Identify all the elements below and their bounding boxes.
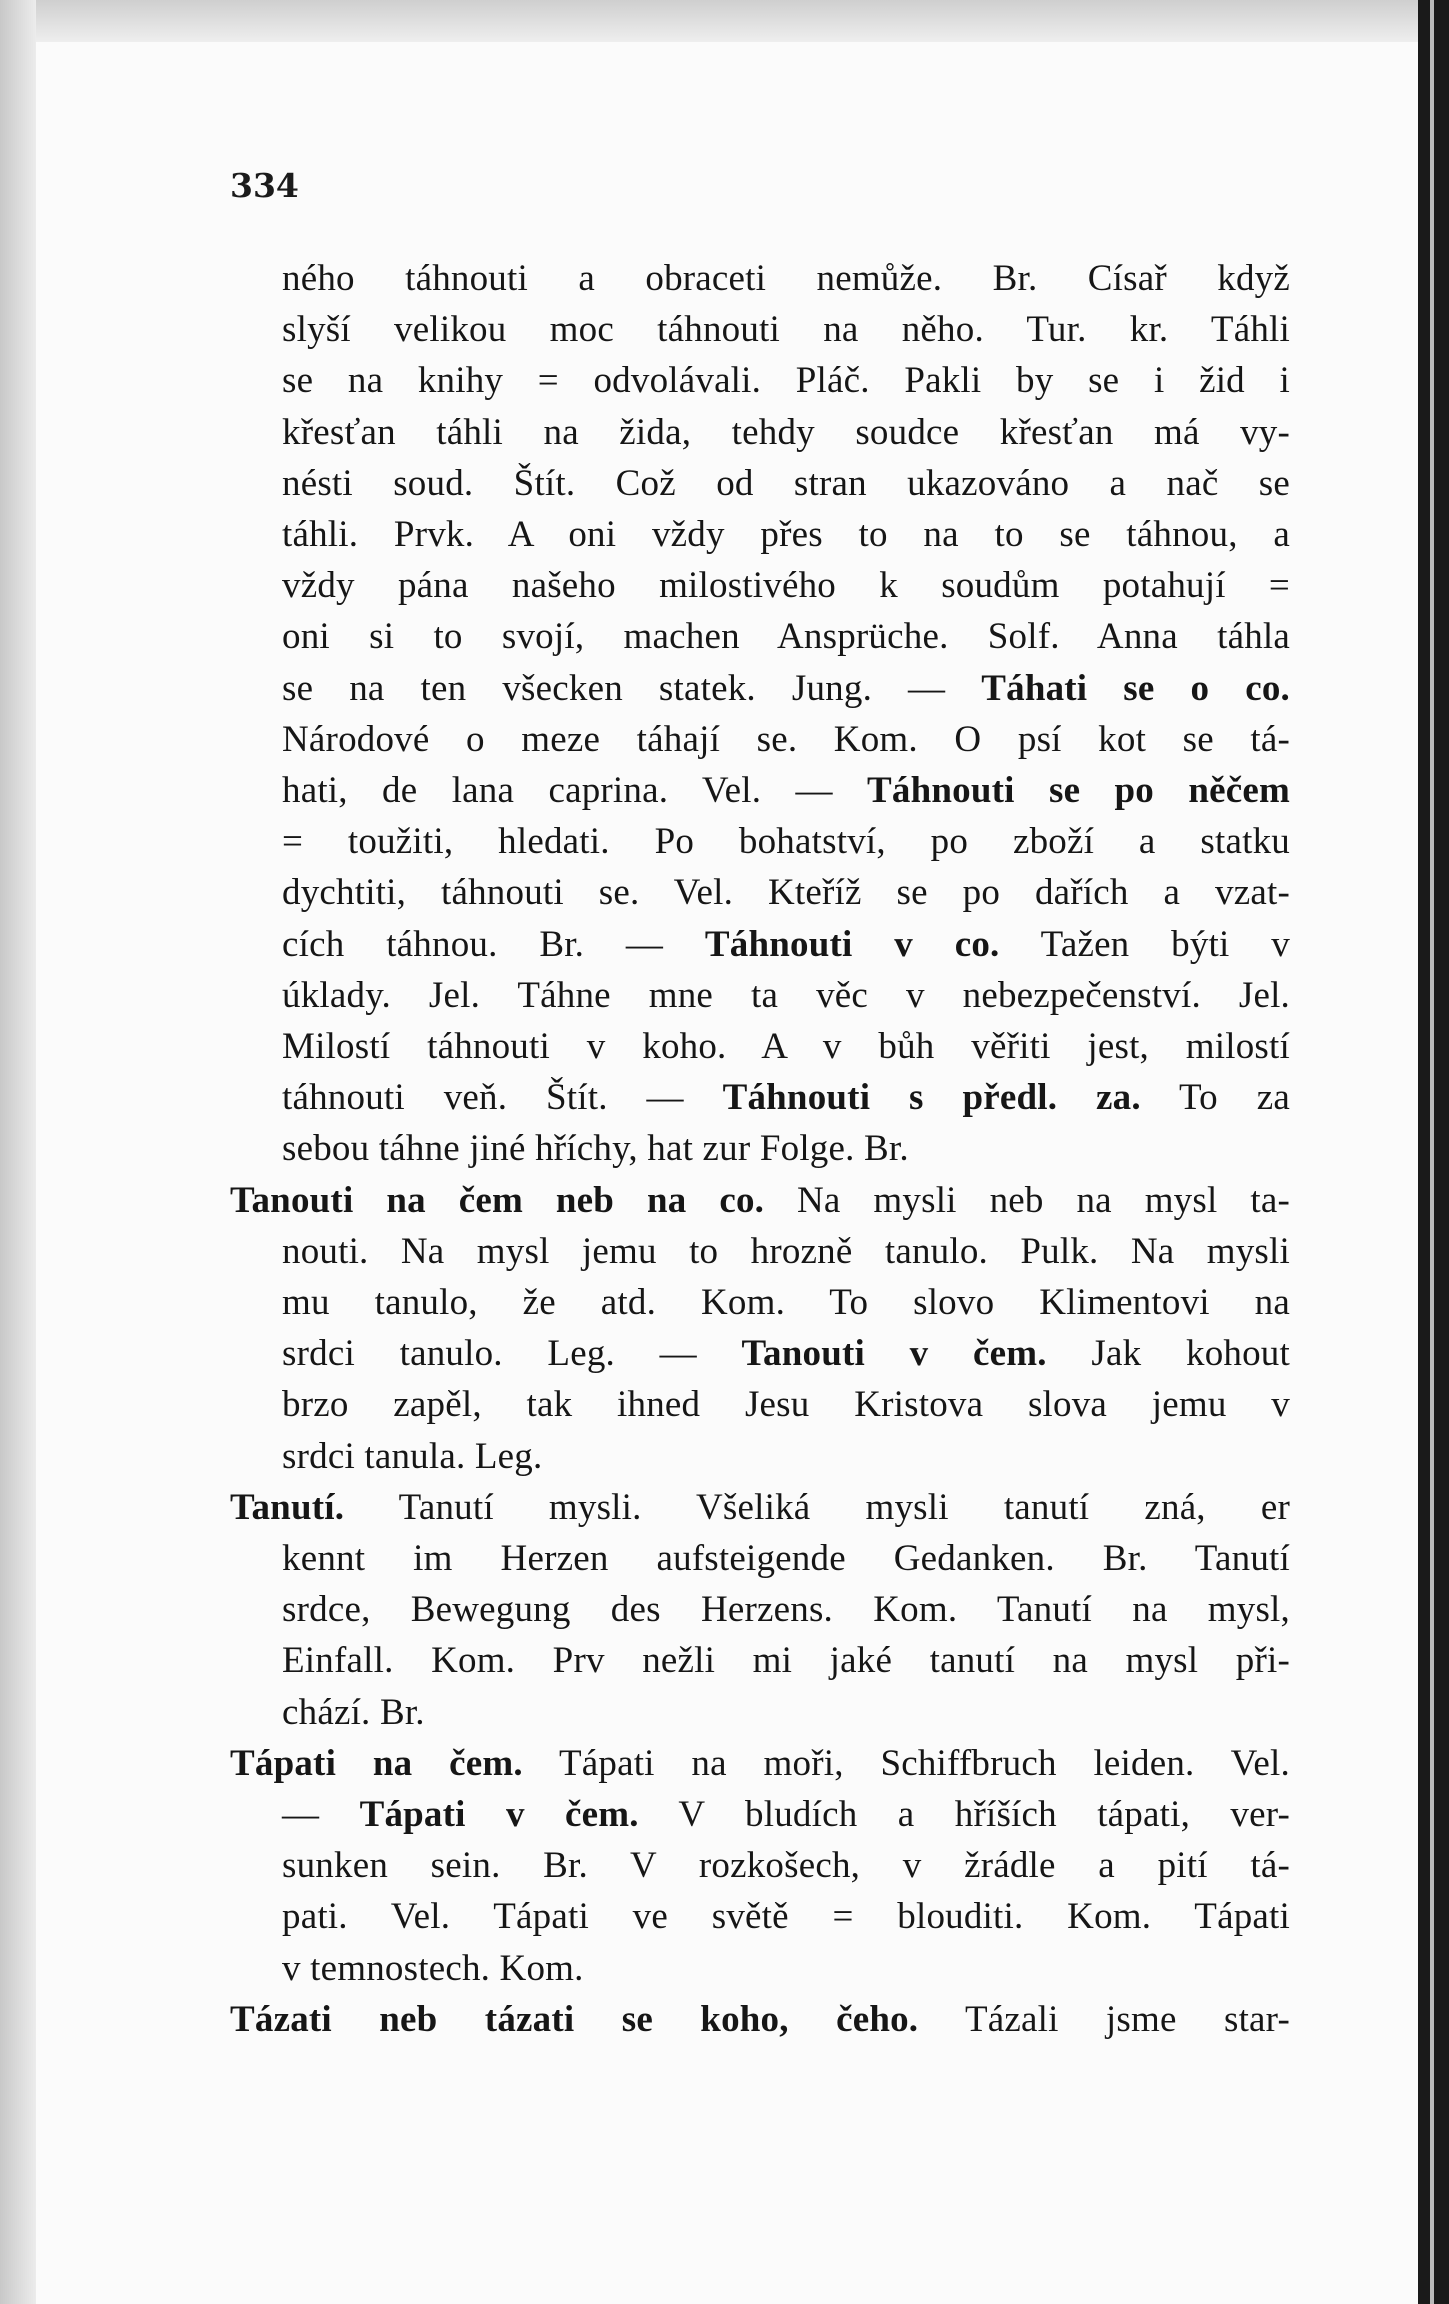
line-text: Na mysli neb na mysl ta- bbox=[764, 1179, 1290, 1221]
line-text: oni si to svojí, machen Ansprüche. Solf. Anna táhla bbox=[282, 616, 1290, 658]
line-text: — bbox=[282, 1794, 360, 1835]
line-text: úklady. Jel. Táhne mne ta věc v nebezpečenství. Jel. bbox=[282, 974, 1290, 1016]
scan-left-edge bbox=[0, 0, 36, 2304]
text-line bbox=[282, 613, 1290, 661]
headword: Tanouti v čem. bbox=[741, 1333, 1047, 1375]
entry-line bbox=[230, 1177, 1290, 1225]
line-text: vždy pána našeho milostivého k soudům potahují = bbox=[282, 565, 1290, 607]
text-line bbox=[282, 1074, 1290, 1122]
headword: Táhnouti se po něčem bbox=[867, 770, 1290, 811]
text-line bbox=[282, 1023, 1290, 1071]
headword: Tanouti na čem neb na co. bbox=[230, 1179, 765, 1221]
line-text: srdce, Bewegung des Herzens. Kom. Tanutí na mysl, bbox=[282, 1589, 1290, 1631]
line-text: brzo zapěl, tak ihned Jesu Kristova slova jemu v bbox=[282, 1384, 1290, 1426]
line-text: Tanutí mysli. Všeliká mysli tanutí zná, er bbox=[344, 1486, 1290, 1528]
entry-line bbox=[230, 1996, 1290, 2044]
headword: Tanutí. bbox=[230, 1486, 345, 1528]
text-line bbox=[282, 1381, 1290, 1429]
line-text: Národové o meze táhají se. Kom. O psí kot se tá- bbox=[282, 718, 1290, 760]
line-text: v temnostech. Kom. bbox=[282, 1947, 584, 1989]
line-text: Tázali jsme star- bbox=[918, 1998, 1290, 2040]
entry-line bbox=[230, 1740, 1290, 1788]
line-text: = toužiti, hledati. Po bohatství, po zboží a statku bbox=[282, 821, 1290, 863]
text-line bbox=[282, 665, 1290, 713]
line-text: ného táhnouti a obraceti nemůže. Br. Císař když bbox=[282, 258, 1290, 299]
text-line bbox=[282, 716, 1290, 764]
line-text: hati, de lana caprina. Vel. — bbox=[282, 770, 868, 811]
line-text: křesťan táhli na žida, tehdy soudce křesťan má vy- bbox=[282, 411, 1290, 453]
headword: Tápati na čem. bbox=[230, 1742, 523, 1784]
line-text: srdci tanula. Leg. bbox=[282, 1435, 543, 1477]
headword: Táhati se o co. bbox=[981, 667, 1290, 709]
text-line bbox=[282, 511, 1290, 559]
line-text: slyší velikou moc táhnouti na něho. Tur. kr. Táhli bbox=[282, 309, 1290, 351]
line-text: dychtiti, táhnouti se. Vel. Kteříž se po dařích a vzat- bbox=[282, 872, 1290, 914]
line-text: Jak kohout bbox=[1046, 1333, 1290, 1375]
text-line bbox=[282, 1689, 1290, 1737]
line-text: Tápati na moři, Schiffbruch leiden. Vel. bbox=[522, 1742, 1290, 1784]
text-line bbox=[282, 1279, 1290, 1327]
line-text: Milostí táhnouti v koho. A v bůh věřiti jest, milostí bbox=[282, 1026, 1290, 1067]
line-text: V bludích a hříších tápati, ver- bbox=[638, 1794, 1291, 1835]
line-text: nouti. Na mysl jemu to hrozně tanulo. Pulk. Na mysli bbox=[282, 1230, 1290, 1272]
text-line bbox=[282, 562, 1290, 610]
scan-right-edge-line bbox=[1430, 0, 1434, 2304]
headword: Táhnouti v co. bbox=[704, 923, 1000, 965]
text-line bbox=[282, 1893, 1290, 1941]
text-line bbox=[282, 1433, 1290, 1481]
text-line bbox=[282, 306, 1290, 354]
text-line bbox=[282, 1535, 1290, 1583]
line-text: táhnouti veň. Štít. — bbox=[282, 1077, 723, 1119]
text-line bbox=[282, 972, 1290, 1020]
line-text: nésti soud. Štít. Což od stran ukazováno a nač se bbox=[282, 462, 1290, 504]
text-line bbox=[282, 255, 1290, 303]
line-text: cích táhnou. Br. — bbox=[282, 923, 705, 965]
line-text: se na ten všecken statek. Jung. — bbox=[282, 667, 982, 709]
text-line bbox=[282, 460, 1290, 508]
line-text: mu tanulo, že atd. Kom. To slovo Klimentovi na bbox=[282, 1282, 1290, 1323]
text-line bbox=[282, 767, 1290, 815]
text-line bbox=[282, 1125, 1290, 1173]
text-line bbox=[282, 1637, 1290, 1685]
text-line bbox=[282, 921, 1290, 969]
headword: Tázati neb tázati se koho, čeho. bbox=[230, 1998, 919, 2040]
line-text: Tažen býti v bbox=[999, 923, 1290, 965]
text-line bbox=[282, 1330, 1290, 1378]
line-text: Einfall. Kom. Prv nežli mi jaké tanutí na mysl při- bbox=[282, 1640, 1290, 1682]
headword: Táhnouti s předl. za. bbox=[722, 1077, 1141, 1119]
line-text: chází. Br. bbox=[282, 1691, 425, 1733]
text-line bbox=[282, 869, 1290, 917]
entry-line bbox=[230, 1484, 1290, 1532]
text-line bbox=[282, 1945, 1290, 1993]
text-line bbox=[282, 1791, 1290, 1839]
line-text: táhli. Prvk. A oni vždy přes to na to se táhnou, a bbox=[282, 514, 1290, 555]
text-line bbox=[282, 409, 1290, 457]
line-text: sebou táhne jiné hříchy, hat zur Folge. Br. bbox=[282, 1128, 909, 1170]
text-line bbox=[282, 1842, 1290, 1890]
line-text: To za bbox=[1140, 1077, 1290, 1119]
text-line bbox=[282, 357, 1290, 405]
line-text: kennt im Herzen aufsteigende Gedanken. Br. Tanutí bbox=[282, 1538, 1290, 1579]
line-text: sunken sein. Br. V rozkošech, v žrádle a pití tá- bbox=[282, 1845, 1290, 1887]
text-line bbox=[282, 1586, 1290, 1634]
dictionary-text bbox=[230, 0, 1290, 2304]
line-text: pati. Vel. Tápati ve světě = blouditi. Kom. Tápati bbox=[282, 1896, 1290, 1938]
headword: Tápati v čem. bbox=[359, 1794, 639, 1835]
text-line bbox=[282, 1228, 1290, 1276]
page-number: 334 bbox=[230, 166, 299, 205]
text-line bbox=[282, 818, 1290, 866]
line-text: se na knihy = odvolávali. Pláč. Pakli by se i žid i bbox=[282, 360, 1290, 402]
line-text: srdci tanulo. Leg. — bbox=[282, 1333, 742, 1375]
